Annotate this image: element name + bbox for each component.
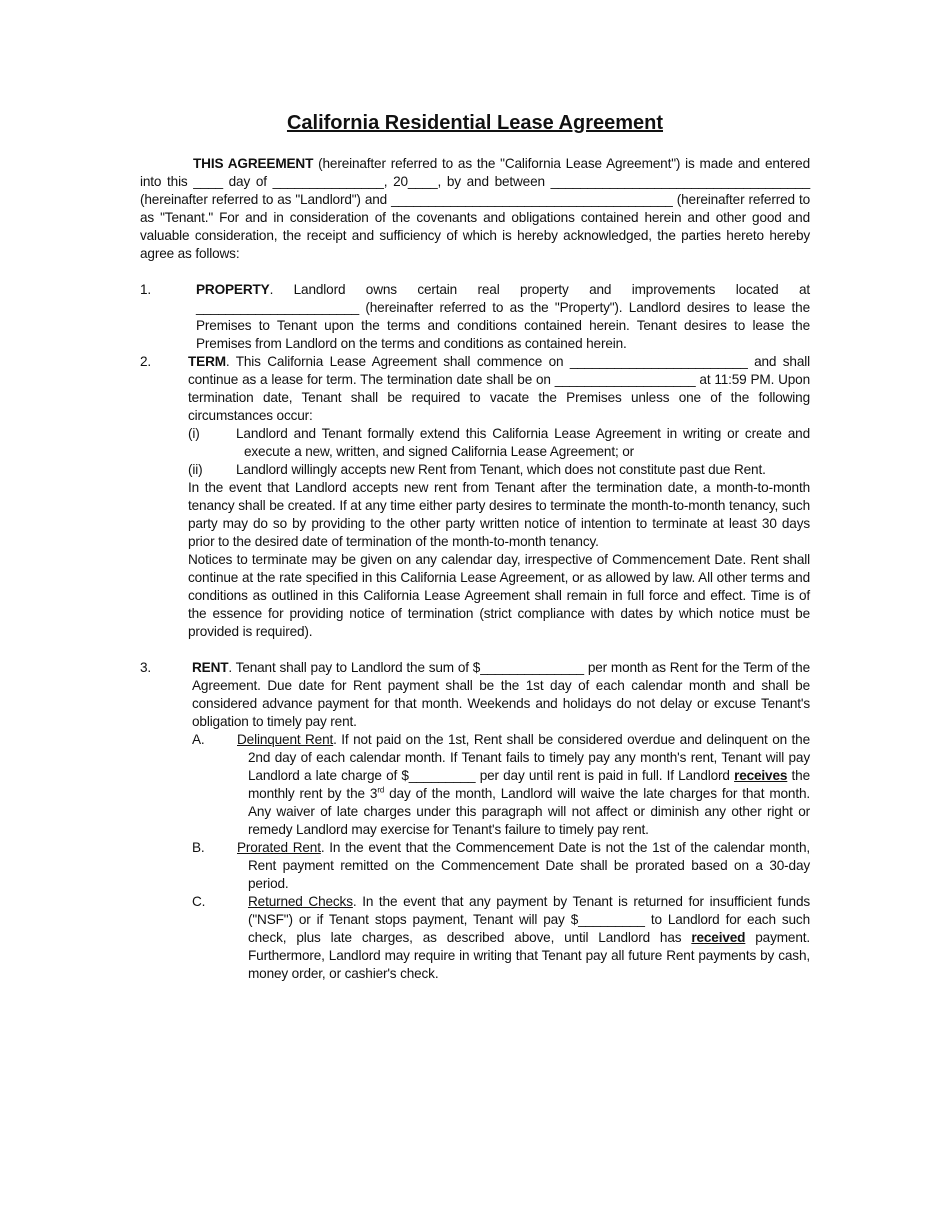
section-term <box>140 353 810 641</box>
rent-sub-delinquent <box>192 731 810 839</box>
section-rent <box>140 659 810 983</box>
sub-label: Prorated Rent <box>237 840 321 855</box>
sub-text: day of the month, Landlord will waive the late charges for that month. Any waiver of late charges under this paragraph will not affect or diminish any other right or remedy Landlord may exercise for Tenant's failure to timely pay rent. <box>248 786 810 837</box>
section-heading: RENT <box>192 660 229 675</box>
intro-paragraph <box>140 155 810 263</box>
section-heading: PROPERTY <box>196 282 270 297</box>
rent-sub-returned-checks <box>192 893 810 983</box>
sub-text: Landlord and Tenant formally extend this California Lease Agreement in writing or create and execute a new, written, and signed California Lease Agreement; or <box>236 426 810 459</box>
rent-sub-prorated <box>192 839 810 893</box>
section-property <box>140 281 810 353</box>
term-sub-ii <box>188 461 810 479</box>
intro-lead: THIS AGREEMENT <box>193 156 314 171</box>
sub-label: Returned Checks <box>248 894 353 909</box>
sub-text: . In the event that any payment by Tenant is returned for insufficient funds ("NSF") or if Tenant stops payment, Tenant will pay $_________ to Landlord for each such check, plus late charges, as described above, until Landlord has <box>248 894 810 945</box>
section-text: . Landlord owns certain real property and improvements located at ______________________ (hereinafter referred to as the "Property"). Landlord desires to lease the Premises to Tenant upon the terms and conditions contained herein. Tenant desires to lease the Premises from Landlord on the terms and conditions as contained herein. <box>196 282 810 351</box>
sub-number: A. <box>192 732 205 747</box>
term-paragraph-notices: Notices to terminate may be given on any calendar day, irrespective of Commencement Date. Rent shall continue at the rate specified in this California Lease Agreement, or as allowed by law. All other terms and conditions as outlined in this California Lease Agreement shall remain in full force and effect. Time is of the essence for providing notice of termination (strict compliance with dates by which notice must be provided is required). <box>188 552 810 639</box>
superscript: rd <box>377 785 385 795</box>
sub-label: Delinquent Rent <box>237 732 334 747</box>
term-paragraph-holdover: In the event that Landlord accepts new rent from Tenant after the termination date, a month-to-month tenancy shall be created. If at any time either party desires to terminate the month-to-month tenancy, such party may do so by providing to the other party written notice of intention to terminate at least 30 days prior to the desired date of termination of the month-to-month tenancy. <box>188 480 810 549</box>
sub-text: Landlord willingly accepts new Rent from Tenant, which does not constitute past due Rent. <box>236 462 766 477</box>
sub-text: . In the event that the Commencement Date is not the 1st of the calendar month, Rent payment remitted on the Commencement Date shall be prorated based on a 30-day period. <box>248 840 810 891</box>
document-title: California Residential Lease Agreement <box>286 112 664 134</box>
sub-number: C. <box>192 894 206 909</box>
emphasis: receives <box>734 768 788 783</box>
sub-number: (i) <box>188 426 200 441</box>
sub-text: payment. Furthermore, Landlord may require in writing that Tenant pay all future Rent payments by cash, money order, or cashier's check. <box>248 930 810 981</box>
section-text: . This California Lease Agreement shall commence on ________________________ and shall continue as a lease for term. The termination date shall be on ___________________ at 11:59 PM. Upon termination date, Tenant shall be required to vacate the Premises unless one of the following circumstances occur: <box>188 354 810 423</box>
emphasis: received <box>691 930 746 945</box>
intro-text: (hereinafter referred to as the "California Lease Agreement") is made and entered into this ____ day of _______________, 20____, by and between ___________________________________ (hereinafter referred to as "Landlord") and ______________________________________ (hereinafter referred to as "Tenant." For and in consideration of the covenants and obligations contained herein and other good and valuable consideration, the receipt and sufficiency of which is hereby acknowledged, the parties hereto hereby agree as follows: <box>140 156 810 261</box>
section-number: 3. <box>140 660 152 675</box>
document-body <box>140 155 810 983</box>
section-text: . Tenant shall pay to Landlord the sum of $______________ per month as Rent for the Term of the Agreement. Due date for Rent payment shall be the 1st day of each calendar month and shall be considered advance payment for that month. Weekends and holidays do not delay or excuse Tenant's obligation to timely pay rent. <box>192 660 810 729</box>
sub-text: the monthly rent by the 3 <box>248 768 810 801</box>
term-sub-i <box>188 425 810 461</box>
sub-number: B. <box>192 840 205 855</box>
section-number: 1. <box>140 282 152 297</box>
section-heading: TERM <box>188 354 226 369</box>
sub-text: . If not paid on the 1st, Rent shall be considered overdue and delinquent on the 2nd day of each calendar month. If Tenant fails to timely pay any month's rent, Tenant will pay Landlord a late charge of $_________ per day until rent is paid in full. If Landlord <box>248 732 810 783</box>
sub-number: (ii) <box>188 462 203 477</box>
section-number: 2. <box>140 354 152 369</box>
